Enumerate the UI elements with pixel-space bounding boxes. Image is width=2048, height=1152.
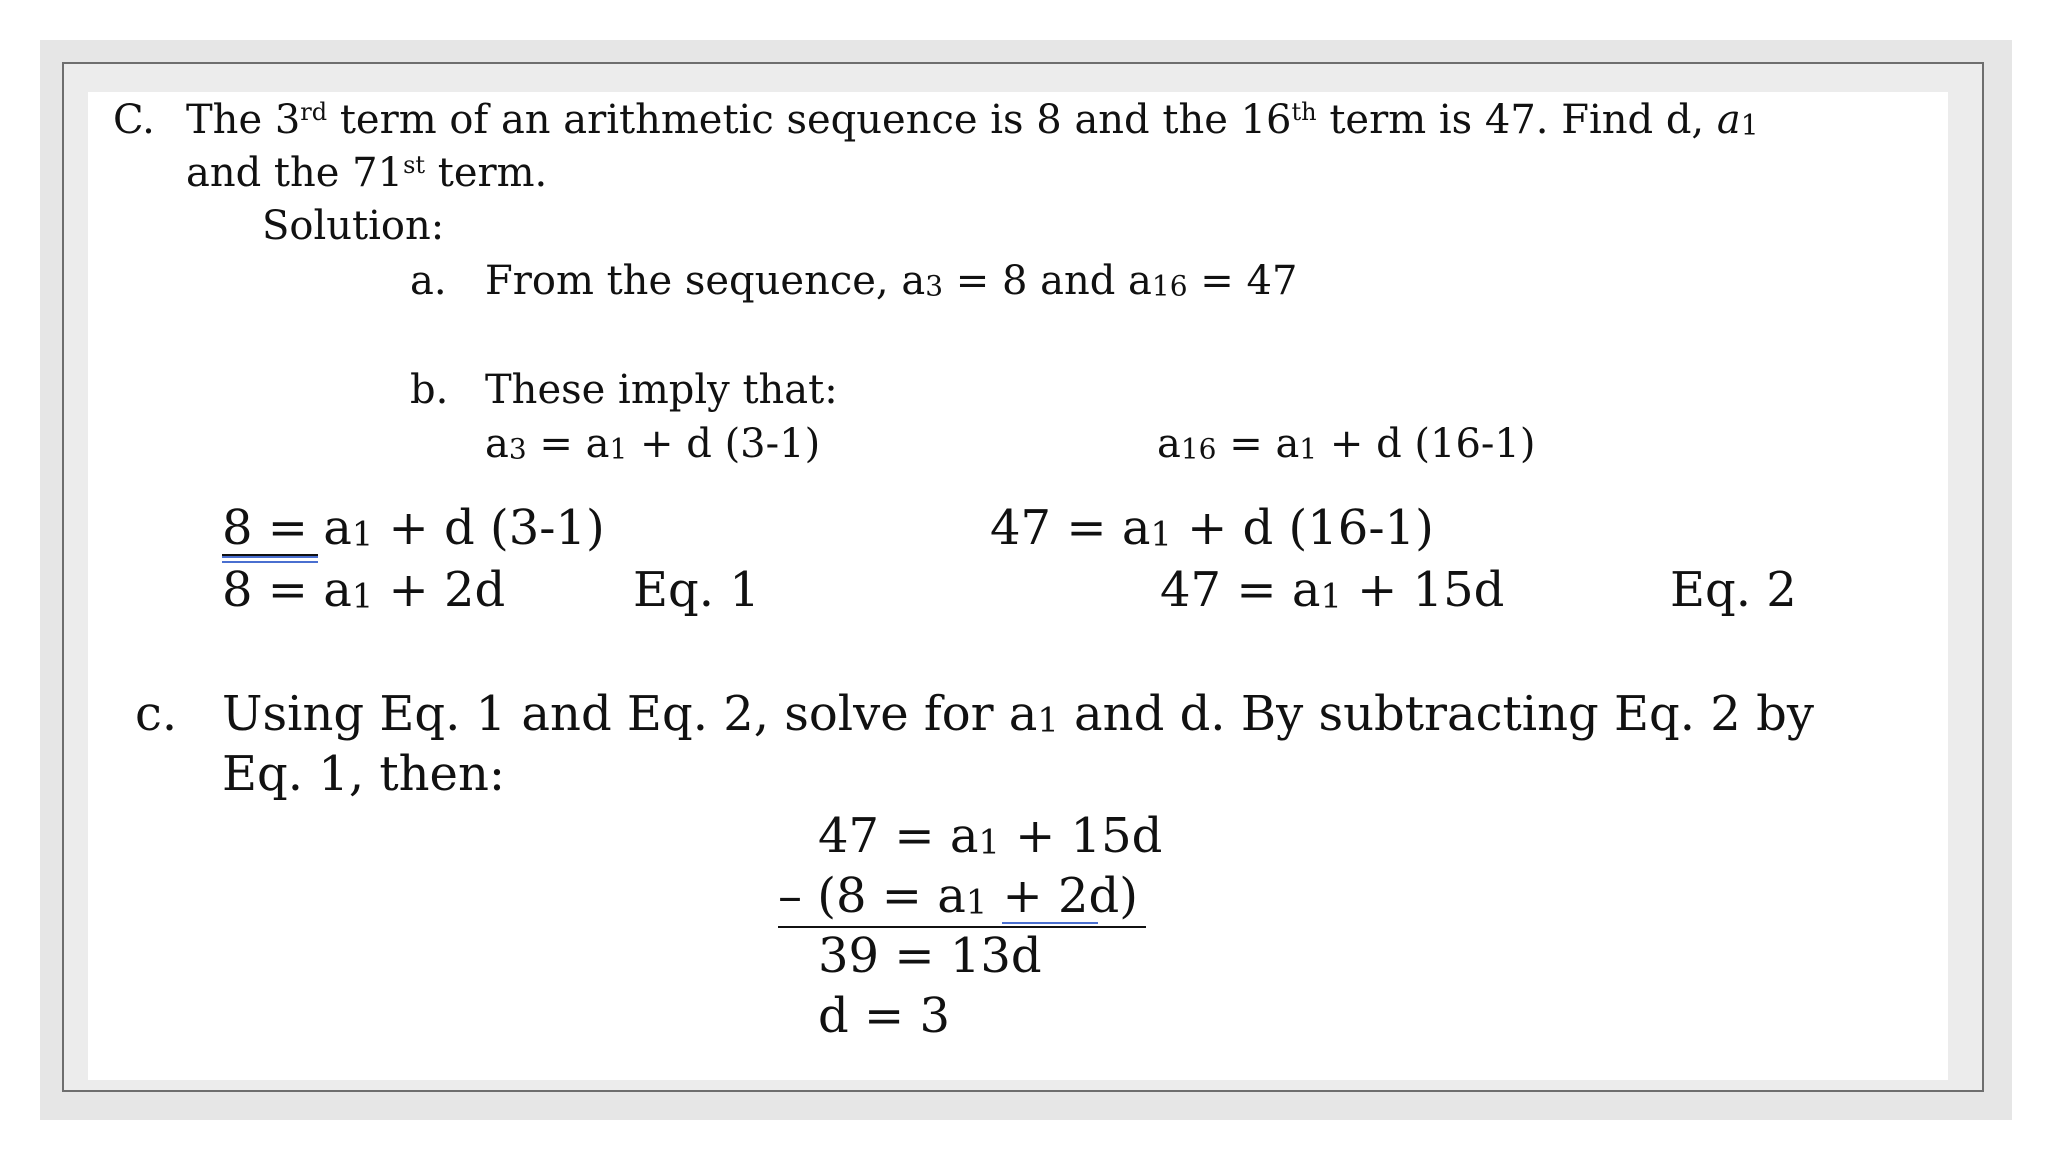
formula-text: + d (3-1) bbox=[627, 421, 821, 467]
subscript: 1 bbox=[965, 882, 988, 922]
problem-line-2 bbox=[186, 150, 547, 196]
step-a-text bbox=[485, 258, 1297, 304]
formula-text: + d (16-1) bbox=[1317, 421, 1536, 467]
equation-text: + d (3-1) bbox=[373, 500, 605, 556]
equation-text: + 2d) bbox=[987, 868, 1138, 924]
problem-text: term is 47. Find d, bbox=[1316, 97, 1717, 143]
ordinal-suffix: st bbox=[403, 150, 426, 179]
subscript: 1 bbox=[1150, 514, 1172, 554]
formula-a3 bbox=[485, 421, 820, 467]
equation-right-substituted bbox=[990, 500, 1434, 556]
subscript: 1 bbox=[609, 432, 628, 466]
equation-left-substituted bbox=[222, 500, 605, 556]
equation-text: + 2d bbox=[373, 562, 506, 618]
step-text: = 8 and a bbox=[943, 258, 1152, 304]
equation-text: + d (16-1) bbox=[1171, 500, 1434, 556]
step-text: Using Eq. 1 and Eq. 2, solve for a bbox=[222, 686, 1038, 742]
ordinal-suffix: rd bbox=[300, 97, 328, 126]
equation-text: 47 = a bbox=[818, 808, 979, 864]
subtraction-result: 39 = 13d bbox=[818, 928, 1042, 984]
spellcheck-underline bbox=[1002, 922, 1098, 924]
equation-text: 47 = a bbox=[1160, 562, 1321, 618]
step-text: and d. By subtracting Eq. 2 by bbox=[1058, 686, 1814, 742]
subscript: 1 bbox=[978, 822, 1000, 862]
step-c-line-2: Eq. 1, then: bbox=[222, 746, 506, 802]
equation-text: 47 = a bbox=[990, 500, 1151, 556]
answer-d: d = 3 bbox=[818, 988, 950, 1044]
subscript: 1 bbox=[1320, 576, 1342, 616]
problem-text: The 3 bbox=[186, 97, 301, 143]
formula-a16 bbox=[1157, 421, 1535, 467]
problem-line-1 bbox=[186, 97, 1759, 143]
subscript: 1 bbox=[1299, 432, 1318, 466]
formula-text: a bbox=[485, 421, 509, 467]
problem-label: C. bbox=[113, 97, 155, 143]
subscript: 1 bbox=[351, 514, 374, 554]
step-c-line-1 bbox=[222, 686, 1814, 742]
equation-text: 8 = bbox=[222, 500, 309, 556]
step-text: = 47 bbox=[1187, 258, 1298, 304]
subtraction-row-1 bbox=[818, 808, 1162, 864]
subscript: 1 bbox=[1037, 700, 1059, 740]
solution-heading: Solution: bbox=[262, 203, 445, 249]
step-b-text: These imply that: bbox=[485, 367, 838, 413]
subscript: 3 bbox=[508, 432, 527, 466]
equation-right-simplified bbox=[1160, 562, 1504, 618]
equation-text: – (8 = a bbox=[778, 868, 966, 924]
formula-text: = a bbox=[526, 421, 610, 467]
equation-text: + 15d bbox=[999, 808, 1163, 864]
step-b-label: b. bbox=[410, 367, 449, 413]
step-c-label: c. bbox=[135, 686, 178, 742]
subtraction-row-2 bbox=[778, 868, 1138, 924]
equation-text: a bbox=[308, 500, 352, 556]
problem-text: term of an arithmetic sequence is 8 and the 16 bbox=[327, 97, 1292, 143]
problem-text: and the 71 bbox=[186, 150, 404, 196]
eq2-label: Eq. 2 bbox=[1670, 562, 1797, 618]
variable-a: a bbox=[1716, 97, 1741, 143]
equation-text: + 15d bbox=[1341, 562, 1505, 618]
equation-left-simplified bbox=[222, 562, 505, 618]
step-a-label: a. bbox=[410, 258, 447, 304]
formula-text: = a bbox=[1216, 421, 1300, 467]
problem-text: term. bbox=[425, 150, 548, 196]
subscript: 16 bbox=[1180, 432, 1217, 466]
step-text: From the sequence, a bbox=[485, 258, 926, 304]
subscript: 1 bbox=[351, 576, 374, 616]
ordinal-suffix: th bbox=[1291, 97, 1317, 126]
formula-text: a bbox=[1157, 421, 1181, 467]
equation-text: 8 = a bbox=[222, 562, 352, 618]
variable-subscript: 1 bbox=[1740, 108, 1759, 142]
eq1-label: Eq. 1 bbox=[633, 562, 760, 618]
subscript: 3 bbox=[925, 269, 944, 303]
subscript: 16 bbox=[1151, 269, 1188, 303]
